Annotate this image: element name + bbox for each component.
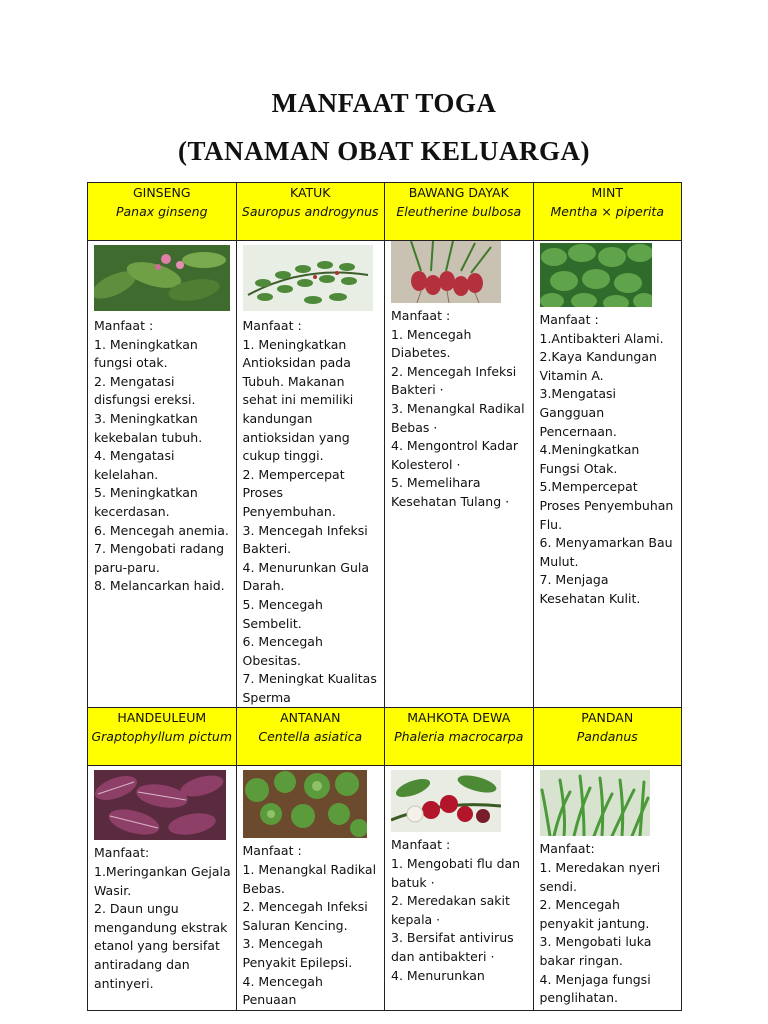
benefit-item: 1.Antibakteri Alami.	[539, 330, 664, 346]
benefit-item: 5. Meningkatkan kecerdasan.	[94, 485, 198, 519]
benefit-item: 2. Daun ungu mengandung ekstrak etanol yang bersifat antiradang dan antinyeri.	[94, 901, 228, 991]
ginseng-plant-photo	[94, 245, 232, 311]
benefit-list	[94, 317, 232, 596]
mahkota-dewa-fruit-photo	[391, 770, 529, 832]
header-row-1	[88, 183, 682, 241]
benefit-item: 6. Mencegah Obesitas.	[242, 634, 323, 668]
benefit-item: 7. Meningkat Kualitas Sperma	[242, 671, 377, 705]
plant-latin-name: Phaleria macrocarpa	[394, 728, 524, 744]
pandan-plant-photo	[540, 770, 678, 836]
benefit-item: 2. Mempercepat Proses Penyembuhan.	[242, 466, 345, 519]
benefit-item: 4. Mencegah Penuaan	[242, 973, 323, 1008]
benefit-item: 1. Meningkatkan Antioksidan pada Tubuh. Makanan sehat ini memiliki kandungan antioksidan yang cukup tinggi.	[242, 336, 354, 464]
benefit-item: 4. Mengontrol Kadar Kolesterol ·	[391, 438, 519, 472]
plant-latin-name: Mentha × piperita	[550, 203, 664, 219]
plant-name: MAHKOTA DEWA	[407, 710, 511, 726]
benefit-item: 4. Menurunkan Gula Darah.	[242, 559, 370, 594]
benefit-item: 2. Mencegah penyakit jantung.	[539, 897, 650, 931]
benefit-list	[391, 836, 529, 985]
benefit-list	[391, 307, 529, 512]
body-cell-mahkota-dewa	[385, 766, 534, 1010]
plant-name: MINT	[591, 185, 623, 200]
benefit-item: 2.Kaya Kandungan Vitamin A.	[539, 349, 657, 383]
benefit-item: 5. Memelihara Kesehatan Tulang ·	[391, 475, 510, 509]
plant-name: GINSENG	[132, 185, 191, 200]
header-cell-pandan	[533, 708, 682, 766]
benefit-heading: Manfaat :	[242, 318, 302, 333]
benefit-item: 2. Mengatasi disfungsi ereksi.	[94, 373, 196, 408]
page-subtitle: (TANAMAN OBAT KELUARGA)	[177, 136, 590, 166]
plant-table	[87, 182, 682, 1011]
benefit-list	[94, 844, 232, 993]
header-row-2	[88, 708, 682, 766]
benefit-item: 5.Mempercepat Proses Penyembuhan Flu.	[539, 479, 674, 532]
header-cell-mahkota-dewa	[385, 708, 534, 766]
plant-name: PANDAN	[581, 710, 634, 726]
benefit-list	[540, 311, 678, 609]
body-cell-ginseng	[88, 241, 237, 708]
plant-name: KATUK	[289, 185, 331, 200]
benefit-item: 1. Meningkatkan fungsi otak.	[94, 336, 198, 371]
benefit-item: 4. Menurunkan	[391, 967, 485, 983]
benefit-list	[243, 842, 381, 1009]
benefit-item: 2. Mencegah Infeksi Bakteri ·	[391, 363, 517, 398]
plant-latin-name: Panax ginseng	[115, 203, 208, 219]
plant-latin-name: Eleutherine bulbosa	[396, 203, 522, 219]
plant-name: ANTANAN	[280, 710, 341, 726]
benefit-heading: Manfaat :	[391, 837, 451, 853]
body-cell-bawang-dayak	[385, 241, 534, 708]
bawang-dayak-photo	[391, 241, 529, 303]
plant-name: BAWANG DAYAK	[408, 185, 509, 200]
katuk-plant-photo	[243, 245, 381, 311]
header-cell-mint	[533, 183, 682, 241]
benefit-item: 3. Mencegah Infeksi Bakteri.	[242, 522, 368, 557]
header-cell-katuk	[236, 183, 385, 241]
plant-name: HANDEULEUM	[117, 710, 207, 726]
benefit-heading: Manfaat :	[94, 318, 154, 333]
benefit-heading: Manfaat :	[539, 312, 599, 327]
body-cell-katuk	[236, 241, 385, 708]
body-cell-mint	[533, 241, 682, 708]
benefit-item: 1. Mengobati flu dan batuk ·	[391, 856, 521, 890]
plant-latin-name: Graptophyllum pictum	[91, 728, 233, 744]
plant-latin-name: Sauropus androgynus	[241, 203, 379, 219]
body-cell-pandan	[533, 766, 682, 1010]
plant-latin-name: Centella asiatica	[258, 728, 363, 744]
benefit-heading: Manfaat :	[242, 843, 302, 859]
header-cell-ginseng	[88, 183, 237, 241]
header-cell-bawang-dayak	[385, 183, 534, 241]
page-title: MANFAAT TOGA	[271, 88, 497, 118]
benefit-item: 7. Menjaga Kesehatan Kulit.	[539, 572, 641, 606]
header-cell-antanan	[236, 708, 385, 766]
benefit-item: 6. Mencegah anemia.	[94, 522, 229, 538]
benefit-item: 4. Mengatasi kelelahan.	[94, 448, 175, 482]
antanan-plant-photo	[243, 770, 381, 838]
body-row-1	[88, 241, 682, 708]
benefit-item: 3. Mengobati luka bakar ringan.	[539, 934, 652, 969]
body-row-2	[88, 766, 682, 1010]
benefit-item: 4.Meningkatkan Fungsi Otak.	[539, 442, 640, 476]
body-cell-handeuleum	[88, 766, 237, 1010]
benefit-item: 6. Menyamarkan Bau Mulut.	[539, 535, 673, 569]
benefit-heading: Manfaat:	[94, 845, 150, 861]
benefit-item: 1. Menangkal Radikal Bebas.	[242, 862, 377, 896]
benefit-item: 3. Meningkatkan kekebalan tubuh.	[94, 410, 203, 445]
benefit-list	[243, 317, 381, 707]
benefit-item: 3. Bersifat antivirus dan antibakteri ·	[391, 930, 514, 965]
benefit-heading: Manfaat :	[391, 308, 451, 323]
benefit-item: 8. Melancarkan haid.	[94, 578, 225, 594]
benefit-item: 4. Menjaga fungsi penglihatan.	[539, 971, 651, 1006]
benefit-item: 5. Mencegah Sembelit.	[242, 596, 323, 631]
benefit-item: 3.Mengatasi Gangguan Pencernaan.	[539, 386, 617, 439]
benefit-item: 2. Meredakan sakit kepala ·	[391, 893, 510, 927]
benefit-item: 1.Meringankan Gejala Wasir.	[94, 864, 231, 898]
mint-leaves-photo	[540, 243, 678, 307]
benefit-list	[540, 840, 678, 1007]
body-cell-antanan	[236, 766, 385, 1010]
benefit-item: 1. Mencegah Diabetes.	[391, 326, 472, 361]
benefit-item: 7. Mengobati radang paru-paru.	[94, 541, 225, 575]
benefit-item: 2. Mencegah Infeksi Saluran Kencing.	[242, 899, 368, 933]
benefit-heading: Manfaat:	[539, 841, 595, 857]
plant-latin-name: Pandanus	[576, 728, 638, 744]
handeuleum-leaves-photo	[94, 770, 232, 840]
header-cell-handeuleum	[88, 708, 237, 766]
benefit-item: 3. Mencegah Penyakit Epilepsi.	[242, 936, 353, 971]
benefit-item: 1. Meredakan nyeri sendi.	[539, 860, 661, 894]
benefit-item: 3. Menangkal Radikal Bebas ·	[391, 400, 525, 435]
